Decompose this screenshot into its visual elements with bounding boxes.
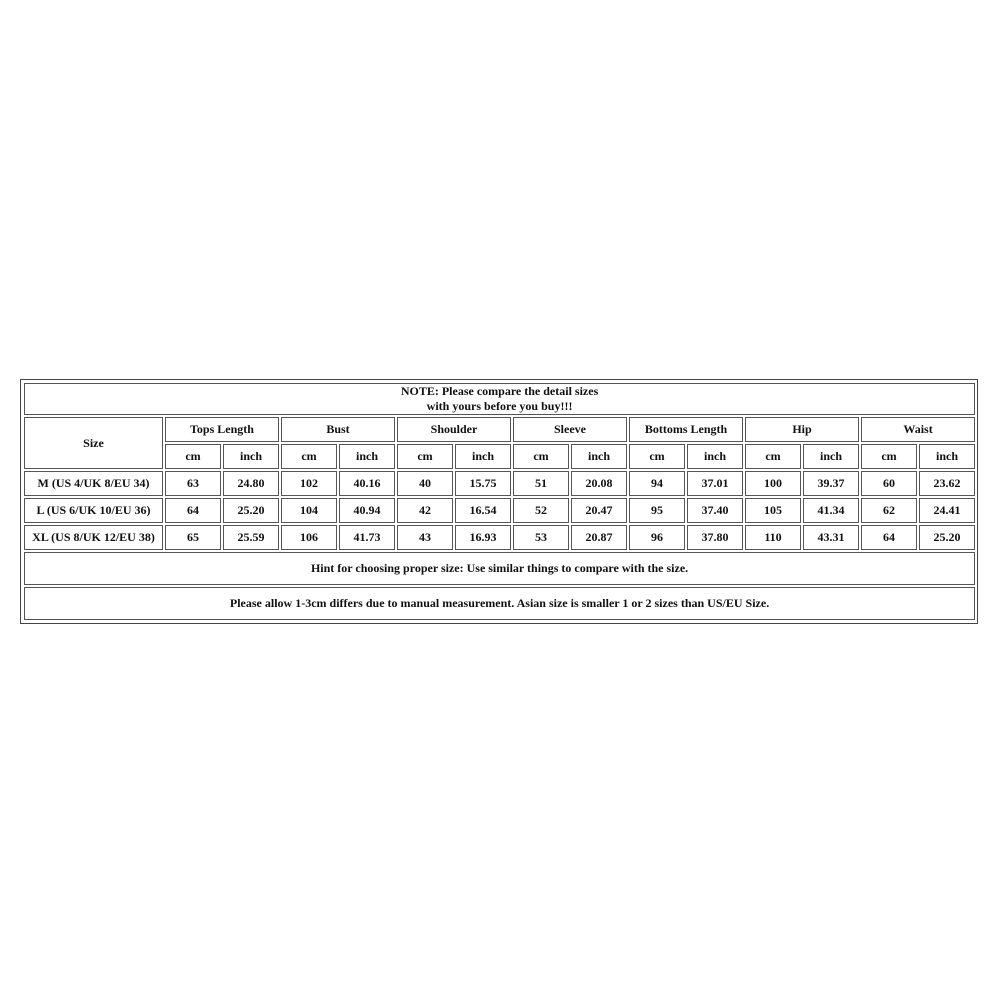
unit-header-inch: inch bbox=[455, 444, 511, 469]
measurement-value: 62 bbox=[861, 498, 917, 523]
measurement-value: 94 bbox=[629, 471, 685, 496]
measurement-value: 40.16 bbox=[339, 471, 395, 496]
size-row bbox=[24, 525, 975, 550]
measurement-value: 43 bbox=[397, 525, 453, 550]
unit-header-cm: cm bbox=[165, 444, 221, 469]
measurement-value: 24.41 bbox=[919, 498, 975, 523]
group-header-shoulder: Shoulder bbox=[397, 417, 511, 442]
group-header-bottoms-length: Bottoms Length bbox=[629, 417, 743, 442]
measurement-value: 63 bbox=[165, 471, 221, 496]
measurement-value: 23.62 bbox=[919, 471, 975, 496]
measurement-value: 16.93 bbox=[455, 525, 511, 550]
measurement-value: 65 bbox=[165, 525, 221, 550]
unit-header-cm: cm bbox=[861, 444, 917, 469]
note-row bbox=[24, 383, 975, 415]
measurement-value: 25.20 bbox=[919, 525, 975, 550]
size-chart-table bbox=[22, 381, 977, 622]
group-header-hip: Hip bbox=[745, 417, 859, 442]
measurement-value: 40 bbox=[397, 471, 453, 496]
unit-header-cm: cm bbox=[513, 444, 569, 469]
measurement-value: 104 bbox=[281, 498, 337, 523]
allowance-text-row bbox=[24, 587, 975, 620]
measurement-value: 20.87 bbox=[571, 525, 627, 550]
measurement-value: 96 bbox=[629, 525, 685, 550]
group-header-bust: Bust bbox=[281, 417, 395, 442]
hint-text: Hint for choosing proper size: Use similar things to compare with the size. bbox=[24, 552, 975, 585]
note-cell bbox=[24, 383, 975, 415]
measurement-value: 40.94 bbox=[339, 498, 395, 523]
measurement-value: 106 bbox=[281, 525, 337, 550]
measurement-value: 37.80 bbox=[687, 525, 743, 550]
unit-header-inch: inch bbox=[223, 444, 279, 469]
measurement-value: 39.37 bbox=[803, 471, 859, 496]
measurement-value: 20.08 bbox=[571, 471, 627, 496]
measurement-value: 20.47 bbox=[571, 498, 627, 523]
size-label: XL (US 8/UK 12/EU 38) bbox=[24, 525, 163, 550]
unit-header-inch: inch bbox=[339, 444, 395, 469]
measurement-value: 24.80 bbox=[223, 471, 279, 496]
note-line-1: NOTE: Please compare the detail sizes bbox=[400, 384, 599, 398]
size-chart bbox=[20, 379, 978, 624]
measurement-value: 43.31 bbox=[803, 525, 859, 550]
measurement-value: 64 bbox=[861, 525, 917, 550]
measurement-value: 51 bbox=[513, 471, 569, 496]
measurement-value: 102 bbox=[281, 471, 337, 496]
measurement-value: 25.20 bbox=[223, 498, 279, 523]
measurement-value: 52 bbox=[513, 498, 569, 523]
allowance-text: Please allow 1-3cm differs due to manual measurement. Asian size is smaller 1 or 2 sizes than US/EU Size. bbox=[24, 587, 975, 620]
unit-header-inch: inch bbox=[687, 444, 743, 469]
size-row bbox=[24, 498, 975, 523]
group-header-tops-length: Tops Length bbox=[165, 417, 279, 442]
unit-header-inch: inch bbox=[919, 444, 975, 469]
size-row bbox=[24, 471, 975, 496]
measurement-value: 37.40 bbox=[687, 498, 743, 523]
size-label: M (US 4/UK 8/EU 34) bbox=[24, 471, 163, 496]
size-column-header: Size bbox=[24, 417, 163, 469]
measurement-value: 105 bbox=[745, 498, 801, 523]
measurement-value: 42 bbox=[397, 498, 453, 523]
measurement-value: 41.73 bbox=[339, 525, 395, 550]
measurement-group-row bbox=[24, 417, 975, 442]
unit-header-cm: cm bbox=[397, 444, 453, 469]
unit-header-cm: cm bbox=[745, 444, 801, 469]
unit-header-cm: cm bbox=[281, 444, 337, 469]
measurement-value: 110 bbox=[745, 525, 801, 550]
measurement-value: 60 bbox=[861, 471, 917, 496]
measurement-value: 41.34 bbox=[803, 498, 859, 523]
measurement-value: 100 bbox=[745, 471, 801, 496]
measurement-value: 25.59 bbox=[223, 525, 279, 550]
measurement-value: 53 bbox=[513, 525, 569, 550]
measurement-value: 64 bbox=[165, 498, 221, 523]
size-label: L (US 6/UK 10/EU 36) bbox=[24, 498, 163, 523]
measurement-value: 37.01 bbox=[687, 471, 743, 496]
group-header-waist: Waist bbox=[861, 417, 975, 442]
note-line-2: with yours before you buy!!! bbox=[426, 399, 573, 413]
unit-row bbox=[24, 444, 975, 469]
unit-header-inch: inch bbox=[571, 444, 627, 469]
measurement-value: 15.75 bbox=[455, 471, 511, 496]
measurement-value: 95 bbox=[629, 498, 685, 523]
unit-header-cm: cm bbox=[629, 444, 685, 469]
hint-text-row bbox=[24, 552, 975, 585]
group-header-sleeve: Sleeve bbox=[513, 417, 627, 442]
measurement-value: 16.54 bbox=[455, 498, 511, 523]
unit-header-inch: inch bbox=[803, 444, 859, 469]
